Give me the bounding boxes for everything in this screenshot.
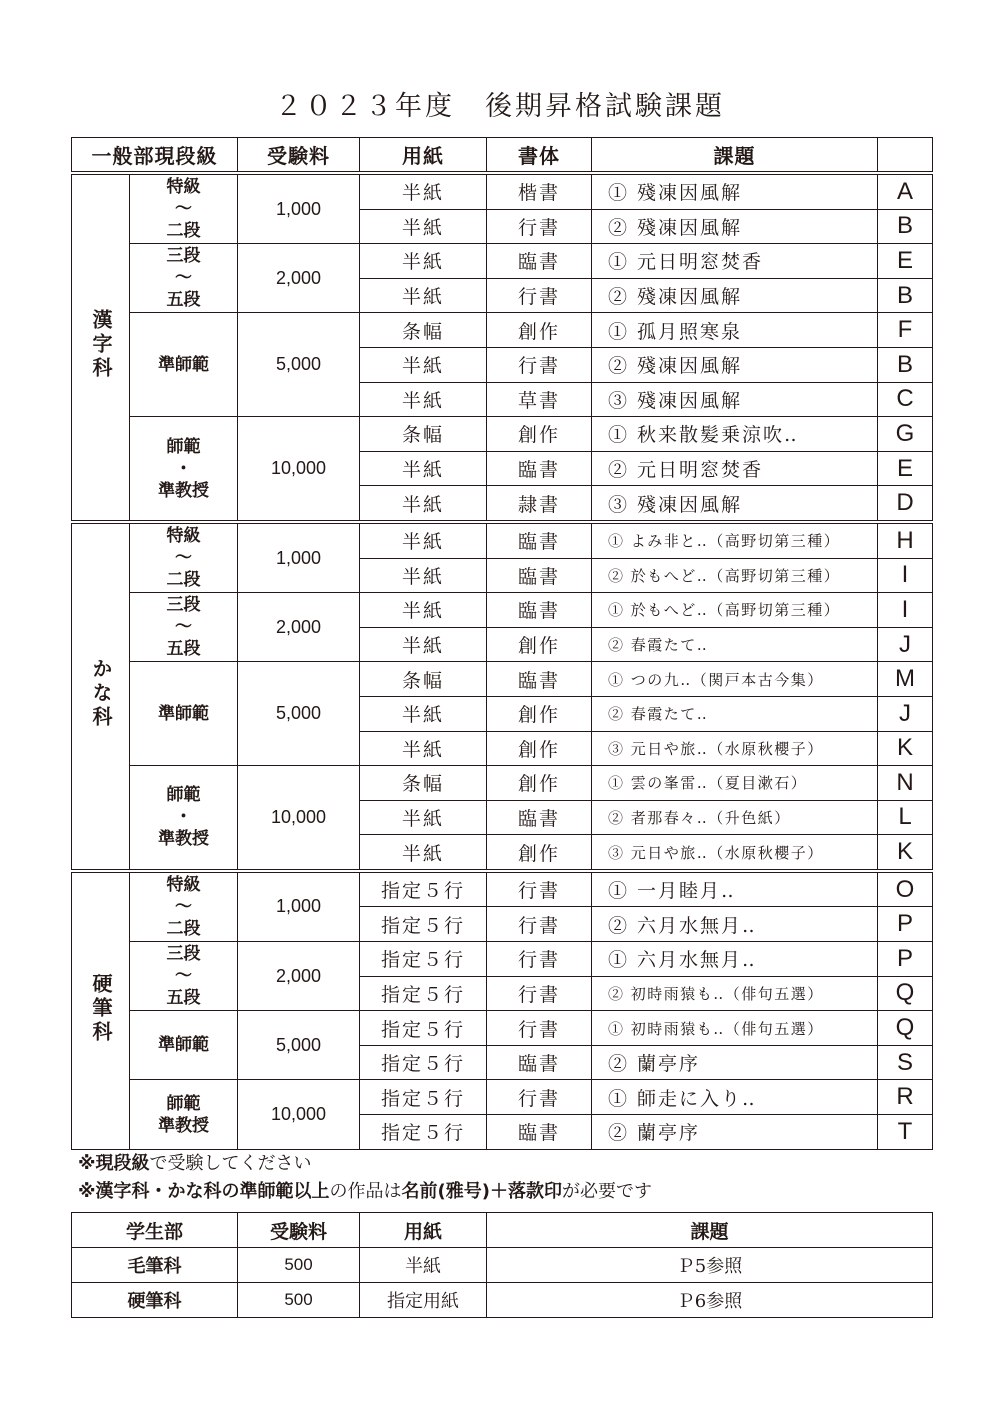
student-task: Ｐ5参照 <box>487 1248 933 1283</box>
task-cell: ② 六月水無月‥ <box>592 907 878 942</box>
paper-cell: 指定５行 <box>360 1011 487 1046</box>
style-cell: 臨書 <box>487 522 592 558</box>
level-text: ～ <box>175 268 192 289</box>
style-cell: 行書 <box>487 347 592 382</box>
style-cell: 行書 <box>487 976 592 1011</box>
style-cell: 創作 <box>487 627 592 662</box>
task-code: J <box>878 696 933 731</box>
task-code: D <box>878 486 933 522</box>
task-cell: ① 於もへど‥（高野切第三種） <box>592 593 878 628</box>
student-fee: 500 <box>238 1248 360 1283</box>
style-cell: 創作 <box>487 835 592 871</box>
task-cell: ② 蘭亭序 <box>592 1115 878 1150</box>
style-cell: 臨書 <box>487 800 592 835</box>
level-text: 準師範 <box>158 354 209 375</box>
student-paper: 指定用紙 <box>360 1283 487 1318</box>
department-label: かな科 <box>89 658 113 731</box>
level-text: 三段 <box>166 944 201 965</box>
level-text: 二段 <box>166 570 201 591</box>
style-cell: 臨書 <box>487 1115 592 1150</box>
paper-cell: 指定５行 <box>360 907 487 942</box>
task-code: I <box>878 558 933 593</box>
student-header-fee: 受験料 <box>238 1213 360 1248</box>
task-code: E <box>878 244 933 279</box>
level-text: 特級 <box>166 874 201 895</box>
header-code <box>878 138 933 174</box>
style-cell: 臨書 <box>487 451 592 486</box>
task-code: F <box>878 313 933 348</box>
task-cell: ③ 殘凍因風解 <box>592 486 878 522</box>
task-cell: ① 元日明窓焚香 <box>592 244 878 279</box>
paper-cell: 半紙 <box>360 486 487 522</box>
task-code: P <box>878 907 933 942</box>
task-code: K <box>878 731 933 766</box>
paper-cell: 半紙 <box>360 173 487 209</box>
level-cell <box>130 871 238 942</box>
fee-cell: 1,000 <box>238 522 360 593</box>
student-header-task: 課題 <box>487 1213 933 1248</box>
task-code: L <box>878 800 933 835</box>
level-cell <box>130 593 238 662</box>
task-code: O <box>878 871 933 907</box>
task-code: N <box>878 766 933 801</box>
level-text: ～ <box>175 896 192 917</box>
table-row <box>72 313 933 348</box>
paper-cell: 半紙 <box>360 209 487 244</box>
level-cell <box>130 522 238 593</box>
table-row <box>72 662 933 697</box>
level-text: 二段 <box>166 918 201 939</box>
style-cell: 創作 <box>487 766 592 801</box>
level-cell <box>130 662 238 766</box>
task-code: E <box>878 451 933 486</box>
task-cell: ② 元日明窓焚香 <box>592 451 878 486</box>
paper-cell: 指定５行 <box>360 942 487 977</box>
level-text: 特級 <box>166 177 201 198</box>
department-cell <box>72 522 130 871</box>
note-line-2: ※漢字科・かな科の準師範以上の作品は名前(雅号)＋落款印が必要です <box>78 1181 652 1202</box>
style-cell: 臨書 <box>487 558 592 593</box>
task-code: T <box>878 1115 933 1150</box>
department-label: 硬筆科 <box>89 972 113 1045</box>
style-cell: 行書 <box>487 278 592 313</box>
task-cell: ① 初時雨猿も‥（俳句五選） <box>592 1011 878 1046</box>
task-code: P <box>878 942 933 977</box>
fee-cell: 2,000 <box>238 244 360 313</box>
level-text: ～ <box>175 548 192 569</box>
level-text: ・ <box>175 807 192 828</box>
fee-cell: 2,000 <box>238 942 360 1011</box>
style-cell: 行書 <box>487 1011 592 1046</box>
level-text: 三段 <box>166 595 201 616</box>
notes <box>78 1150 652 1206</box>
table-row <box>72 871 933 907</box>
table-row <box>72 766 933 801</box>
paper-cell: 条幅 <box>360 417 487 452</box>
paper-cell: 半紙 <box>360 627 487 662</box>
level-cell <box>130 942 238 1011</box>
task-cell: ① 殘凍因風解 <box>592 173 878 209</box>
task-code: H <box>878 522 933 558</box>
table-row <box>72 522 933 558</box>
fee-cell: 5,000 <box>238 1011 360 1080</box>
task-code: I <box>878 593 933 628</box>
task-code: R <box>878 1080 933 1115</box>
level-cell <box>130 1080 238 1149</box>
task-code: B <box>878 209 933 244</box>
style-cell: 隷書 <box>487 486 592 522</box>
paper-cell: 半紙 <box>360 835 487 871</box>
fee-cell: 5,000 <box>238 662 360 766</box>
fee-cell: 2,000 <box>238 593 360 662</box>
student-table <box>71 1212 933 1318</box>
task-cell: ① 孤月照寒泉 <box>592 313 878 348</box>
task-cell: ② 初時雨猿も‥（俳句五選） <box>592 976 878 1011</box>
student-dept: 硬筆科 <box>72 1283 238 1318</box>
task-cell: ② 殘凍因風解 <box>592 278 878 313</box>
level-cell <box>130 1011 238 1080</box>
style-cell: 行書 <box>487 1080 592 1115</box>
style-cell: 行書 <box>487 942 592 977</box>
exam-topics-table <box>71 137 933 1150</box>
style-cell: 創作 <box>487 417 592 452</box>
fee-cell: 10,000 <box>238 1080 360 1149</box>
task-code: Q <box>878 1011 933 1046</box>
fee-cell: 1,000 <box>238 871 360 942</box>
level-text: 師範 <box>166 436 201 457</box>
table-row <box>72 1080 933 1115</box>
task-cell: ② 殘凍因風解 <box>592 209 878 244</box>
fee-cell: 10,000 <box>238 766 360 871</box>
task-cell: ① つの九‥（関戸本古今集） <box>592 662 878 697</box>
task-cell: ① 師走に入り‥ <box>592 1080 878 1115</box>
table-row <box>72 942 933 977</box>
level-text: 準師範 <box>158 703 209 724</box>
paper-cell: 半紙 <box>360 244 487 279</box>
page-title: ２０２３年度 後期昇格試験課題 <box>275 91 725 122</box>
style-cell: 行書 <box>487 871 592 907</box>
paper-cell: 条幅 <box>360 766 487 801</box>
task-code: G <box>878 417 933 452</box>
level-text: 三段 <box>166 246 201 267</box>
level-text: 準教授 <box>158 1115 209 1136</box>
task-code: C <box>878 382 933 417</box>
paper-cell: 半紙 <box>360 522 487 558</box>
fee-cell: 1,000 <box>238 173 360 244</box>
level-text: 二段 <box>166 221 201 242</box>
level-cell <box>130 173 238 244</box>
paper-cell: 半紙 <box>360 278 487 313</box>
task-code: B <box>878 278 933 313</box>
table-row <box>72 417 933 452</box>
level-cell <box>130 766 238 871</box>
department-cell <box>72 173 130 522</box>
paper-cell: 半紙 <box>360 731 487 766</box>
task-code: S <box>878 1045 933 1080</box>
style-cell: 創作 <box>487 696 592 731</box>
task-cell: ② 者那春々‥（升色紙） <box>592 800 878 835</box>
paper-cell: 半紙 <box>360 382 487 417</box>
note-line-1: ※現段級で受験してください <box>78 1153 312 1174</box>
level-text: ～ <box>175 966 192 987</box>
student-header-dept: 学生部 <box>72 1213 238 1248</box>
task-cell: ② 殘凍因風解 <box>592 347 878 382</box>
table-row <box>72 173 933 209</box>
header-paper: 用紙 <box>360 138 487 174</box>
student-paper: 半紙 <box>360 1248 487 1283</box>
style-cell: 創作 <box>487 731 592 766</box>
paper-cell: 半紙 <box>360 451 487 486</box>
style-cell: 臨書 <box>487 593 592 628</box>
style-cell: 草書 <box>487 382 592 417</box>
table-row <box>72 244 933 279</box>
paper-cell: 指定５行 <box>360 1080 487 1115</box>
task-cell: ① 六月水無月‥ <box>592 942 878 977</box>
header-level: 一般部現段級 <box>72 138 238 174</box>
task-cell: ① 一月睦月‥ <box>592 871 878 907</box>
paper-cell: 条幅 <box>360 662 487 697</box>
level-cell <box>130 244 238 313</box>
student-row <box>72 1283 933 1318</box>
level-text: 準教授 <box>158 829 209 850</box>
paper-cell: 半紙 <box>360 347 487 382</box>
paper-cell: 半紙 <box>360 558 487 593</box>
student-dept: 毛筆科 <box>72 1248 238 1283</box>
student-row <box>72 1248 933 1283</box>
student-task: Ｐ6参照 <box>487 1283 933 1318</box>
paper-cell: 指定５行 <box>360 1045 487 1080</box>
paper-cell: 半紙 <box>360 800 487 835</box>
style-cell: 臨書 <box>487 1045 592 1080</box>
table-header-row <box>72 138 933 174</box>
style-cell: 臨書 <box>487 244 592 279</box>
student-fee: 500 <box>238 1283 360 1318</box>
level-text: 準師範 <box>158 1035 209 1056</box>
level-cell <box>130 313 238 417</box>
fee-cell: 5,000 <box>238 313 360 417</box>
style-cell: 行書 <box>487 907 592 942</box>
level-text: 師範 <box>166 1093 201 1114</box>
style-cell: 創作 <box>487 313 592 348</box>
task-cell: ① よみ非と‥（高野切第三種） <box>592 522 878 558</box>
task-code: J <box>878 627 933 662</box>
style-cell: 行書 <box>487 209 592 244</box>
task-cell: ② 春霞たて‥ <box>592 696 878 731</box>
level-text: 特級 <box>166 526 201 547</box>
fee-cell: 10,000 <box>238 417 360 522</box>
level-text: 五段 <box>166 988 201 1009</box>
paper-cell: 条幅 <box>360 313 487 348</box>
task-cell: ③ 元日や旅‥（水原秋櫻子） <box>592 835 878 871</box>
paper-cell: 半紙 <box>360 696 487 731</box>
task-code: Q <box>878 976 933 1011</box>
task-cell: ① 秋来散髪乗涼吹‥ <box>592 417 878 452</box>
task-cell: ② 於もへど‥（高野切第三種） <box>592 558 878 593</box>
header-style: 書体 <box>487 138 592 174</box>
task-cell: ③ 元日や旅‥（水原秋櫻子） <box>592 731 878 766</box>
department-cell <box>72 871 130 1149</box>
department-label: 漢字科 <box>89 309 113 382</box>
task-code: B <box>878 347 933 382</box>
task-cell: ③ 殘凍因風解 <box>592 382 878 417</box>
task-cell: ② 蘭亭序 <box>592 1045 878 1080</box>
level-text: 五段 <box>166 290 201 311</box>
paper-cell: 指定５行 <box>360 976 487 1011</box>
task-cell: ① 雲の峯雷‥（夏目漱石） <box>592 766 878 801</box>
level-text: 師範 <box>166 785 201 806</box>
task-code: K <box>878 835 933 871</box>
task-code: A <box>878 173 933 209</box>
header-task: 課題 <box>592 138 878 174</box>
paper-cell: 半紙 <box>360 593 487 628</box>
level-cell <box>130 417 238 522</box>
student-header-paper: 用紙 <box>360 1213 487 1248</box>
level-text: ～ <box>175 617 192 638</box>
level-text: 五段 <box>166 639 201 660</box>
table-row <box>72 1011 933 1046</box>
paper-cell: 指定５行 <box>360 1115 487 1150</box>
level-text: 準教授 <box>158 480 209 501</box>
student-header-row <box>72 1213 933 1248</box>
table-row <box>72 593 933 628</box>
level-text: ・ <box>175 458 192 479</box>
style-cell: 楷書 <box>487 173 592 209</box>
style-cell: 臨書 <box>487 662 592 697</box>
level-text: ～ <box>175 199 192 220</box>
paper-cell: 指定５行 <box>360 871 487 907</box>
task-cell: ② 春霞たて‥ <box>592 627 878 662</box>
header-fee: 受験料 <box>238 138 360 174</box>
task-code: M <box>878 662 933 697</box>
